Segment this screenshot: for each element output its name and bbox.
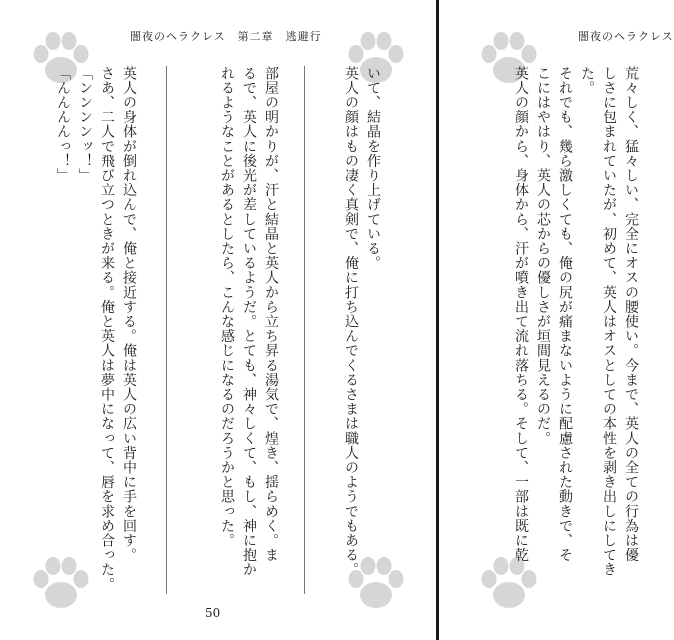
text-column: るで、英人に後光が差しているようだ。とても、神々しくて、もし、神に抱か — [241, 66, 257, 577]
text-column: 「ンンンンッ！」 — [77, 66, 93, 183]
text-column: 英人の顔から、身体から、汗が噴き出て流れ落ちる。そして、一部は既に乾 — [513, 66, 529, 563]
text-column: 荒々しく、猛々しい、完全にオスの腰使い。今まで、英人の全ての行為は優 — [623, 66, 639, 563]
text-column: いて、結晶を作り上げている。 — [365, 66, 381, 271]
scene-divider-rule — [166, 66, 167, 594]
text-column: た。 — [579, 66, 595, 96]
page-spine — [436, 0, 439, 640]
paw-print-icon — [30, 555, 92, 615]
text-column: 英人の身体が倒れ込んで、俺と接近する。俺は英人の広い背中に手を回す。 — [121, 66, 137, 563]
text-column: しさに包まれていたが、初めて、英人はオスとしての本性を剥き出しにしてき — [601, 66, 617, 577]
text-column: 英人の顔はもの凄く真剣で、俺に打ち込んでくるさまは職人のようでもある。 — [343, 66, 359, 577]
text-column: さあ、二人で飛び立つときが来る。俺と英人は夢中になって、唇を求め合った。 — [99, 66, 115, 592]
text-column: それでも、幾ら激しくても、俺の尻が痛まないように配慮された動きで、そ — [557, 66, 573, 563]
running-header: 闇夜のヘラクレス 第二章 逃避行 — [130, 30, 322, 43]
right-page — [440, 0, 674, 640]
scene-divider-rule — [304, 66, 305, 594]
text-column: 部屋の明かりが、汗と結晶と英人から立ち昇る湯気で、煌き、揺らめく。ま — [263, 66, 279, 563]
running-header: 闇夜のヘラクレス — [578, 30, 674, 43]
text-column: こにはやはり、英人の芯からの優しさが垣間見えるのだ。 — [535, 66, 551, 446]
paw-print-icon — [478, 555, 540, 615]
page-number: 50 — [205, 606, 221, 620]
text-column: 「んんんんっ！」 — [55, 66, 71, 183]
text-column: れるようなことがあるとしたら、こんな感じになるのだろうかと思った。 — [219, 66, 235, 548]
